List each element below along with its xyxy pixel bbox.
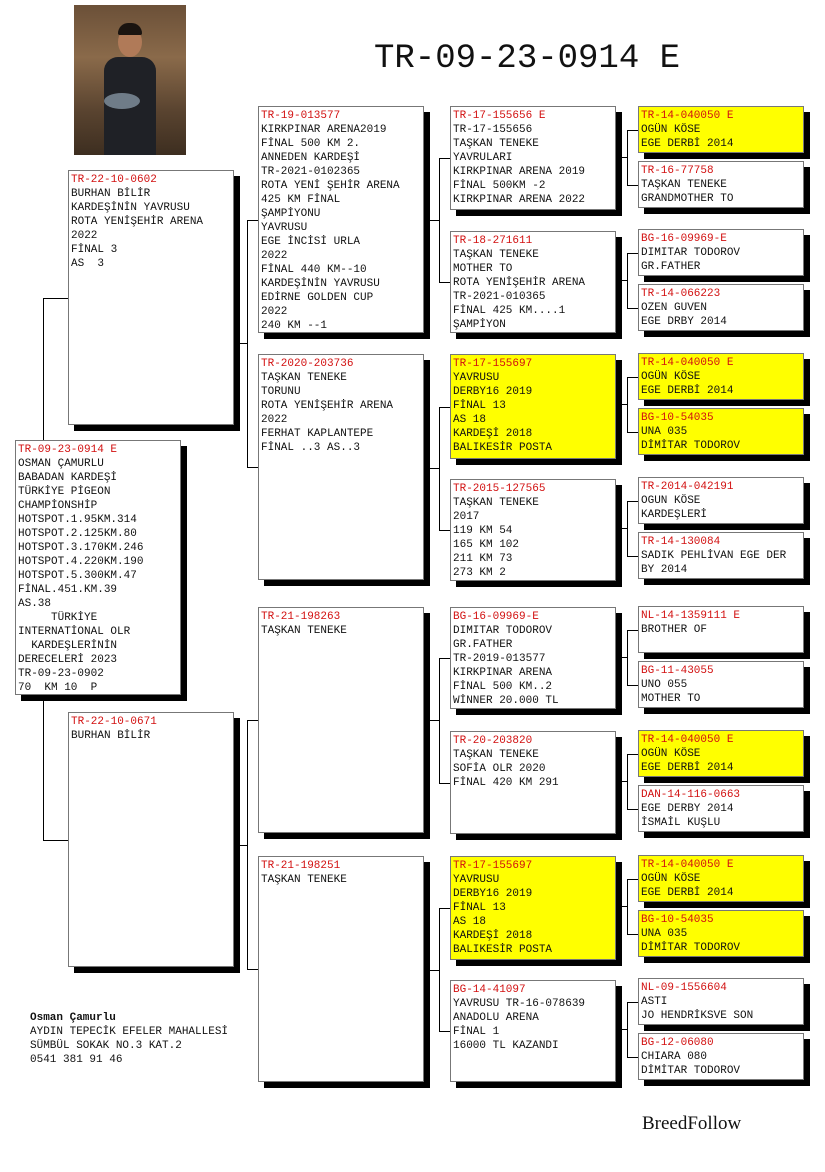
- card-line: TAŞKAN TENEKE: [261, 372, 347, 384]
- connector-line: [439, 530, 450, 531]
- card-line: KIRKPINAR ARENA2019: [261, 124, 387, 136]
- connector-line: [616, 404, 627, 405]
- ring-number: TR-2014-042191: [641, 481, 734, 493]
- connector-line: [616, 657, 627, 658]
- card-line: KIRKPINAR ARENA 2022: [453, 194, 586, 206]
- card-line: TORUNU: [261, 386, 301, 398]
- card-line: TAŞKAN TENEKE: [453, 249, 539, 261]
- card-line: FİNAL 1: [453, 1026, 500, 1038]
- connector-line: [627, 630, 638, 631]
- card-line: OGUN KÖSE: [641, 495, 701, 507]
- connector-line: [627, 432, 638, 433]
- card-line: FİNAL.451.KM.39: [18, 584, 118, 596]
- card-line: DERBY16 2019: [453, 386, 533, 398]
- connector-line: [616, 781, 627, 782]
- card-line: KARDEŞİ 2018: [453, 930, 533, 942]
- card-line: 240 KM --1: [261, 320, 328, 332]
- card-line: KARDEŞİ 2018: [453, 428, 533, 440]
- card-line: KIRKPINAR ARENA 2019: [453, 166, 586, 178]
- ring-number: TR-18-271611: [453, 235, 533, 247]
- ancestor-card-gen4[interactable]: [450, 980, 616, 1082]
- ring-number: TR-2020-203736: [261, 358, 354, 370]
- ancestor-card-gen2[interactable]: [68, 712, 234, 967]
- card-line: WİNNER 20.000 TL: [453, 695, 559, 707]
- card-line: FİNAL 425 KM....1: [453, 305, 566, 317]
- card-line: TAŞKAN TENEKE: [641, 179, 727, 191]
- connector-line: [627, 934, 638, 935]
- card-line: TÜRKİYE PİGEON: [18, 486, 111, 498]
- connector-line: [627, 879, 628, 934]
- card-line: TR-09-23-0902: [18, 668, 104, 680]
- card-line: EGE DERBİ 2014: [641, 385, 734, 397]
- card-line: OGÜN KÖSE: [641, 124, 701, 136]
- card-line: EGE DERBİ 2014: [641, 887, 734, 899]
- card-line: TR-17-155656: [453, 124, 533, 136]
- card-line: KARDEŞİNİN YAVRUSU: [261, 278, 380, 290]
- card-line: 165 KM 102: [453, 539, 520, 551]
- card-line: 2022: [261, 306, 288, 318]
- card-line: TAŞKAN TENEKE: [261, 874, 347, 886]
- ancestor-card-gen5[interactable]: [638, 785, 804, 832]
- card-line: TAŞKAN TENEKE: [453, 138, 539, 150]
- card-line: 119 KM 54: [453, 525, 513, 537]
- card-line: OZEN GUVEN: [641, 302, 708, 314]
- connector-line: [627, 253, 628, 308]
- connector-line: [627, 685, 638, 686]
- card-line: FİNAL 500KM -2: [453, 180, 546, 192]
- card-line: YAVRUSU TR-16-078639: [453, 998, 586, 1010]
- ring-number: TR-14-040050 E: [641, 859, 734, 871]
- ancestor-card-gen5[interactable]: [638, 855, 804, 902]
- card-line: İSMAİL KUŞLU: [641, 817, 721, 829]
- card-line: FİNAL ..3 AS..3: [261, 442, 361, 454]
- connector-line: [627, 308, 638, 309]
- connector-line: [439, 658, 440, 783]
- ring-number: TR-22-10-0602: [71, 174, 157, 186]
- connector-line: [439, 783, 450, 784]
- card-line: KARDEŞİNİN YAVRUSU: [71, 202, 190, 214]
- card-line: HOTSPOT.2.125KM.80: [18, 528, 137, 540]
- card-line: YAVRULARI: [453, 152, 513, 164]
- ancestor-card-gen5[interactable]: [638, 1033, 804, 1080]
- ancestor-card-gen4[interactable]: [450, 354, 616, 459]
- connector-line: [627, 754, 638, 755]
- connector-line: [616, 1029, 627, 1030]
- card-line: DIMITAR TODOROV: [641, 247, 741, 259]
- connector-line: [424, 220, 439, 221]
- card-line: DİMİTAR TODOROV: [641, 440, 741, 452]
- ring-number: TR-21-198263: [261, 611, 341, 623]
- card-line: AS 18: [453, 414, 487, 426]
- connector-line: [247, 969, 258, 970]
- card-line: TR-2019-013577: [453, 653, 546, 665]
- connector-line: [439, 908, 440, 1031]
- connector-line: [234, 845, 247, 846]
- card-line: DİMİTAR TODOROV: [641, 942, 741, 954]
- card-line: ROTA YENİŞEHİR ARENA: [261, 400, 394, 412]
- connector-line: [627, 556, 638, 557]
- owner-phone: 0541 381 91 46: [30, 1054, 123, 1066]
- card-line: BURHAN BİLİR: [71, 730, 151, 742]
- card-line: HOTSPOT.4.220KM.190: [18, 556, 144, 568]
- card-line: ASTI: [641, 996, 668, 1008]
- connector-line: [439, 407, 450, 408]
- card-line: EGE İNCİSİ URLA: [261, 236, 361, 248]
- connector-line: [424, 468, 439, 469]
- card-line: 70 KM 10 P: [18, 682, 98, 694]
- ring-number: TR-2015-127565: [453, 483, 546, 495]
- card-line: KARDEŞLERİNİN: [18, 640, 118, 652]
- card-line: BALIKESİR POSTA: [453, 442, 553, 454]
- ancestor-card-gen3[interactable]: [258, 106, 424, 333]
- card-line: GR.FATHER: [641, 261, 701, 273]
- card-line: EDİRNE GOLDEN CUP: [261, 292, 374, 304]
- ancestor-card-gen5[interactable]: [638, 106, 804, 153]
- card-line: DERBY16 2019: [453, 888, 533, 900]
- card-line: 2022: [71, 230, 98, 242]
- card-line: UNA 035: [641, 928, 688, 940]
- card-line: DİMİTAR TODOROV: [641, 1065, 741, 1077]
- card-line: FİNAL 500 KM 2.: [261, 138, 361, 150]
- connector-line: [627, 185, 638, 186]
- ring-number: BG-12-06080: [641, 1037, 714, 1049]
- ring-number: TR-14-066223: [641, 288, 721, 300]
- connector-line: [439, 158, 450, 159]
- ring-number: BG-14-41097: [453, 984, 526, 996]
- ancestor-card-gen4[interactable]: [450, 731, 616, 834]
- card-line: YAVRUSU: [453, 372, 500, 384]
- connector-line: [247, 467, 258, 468]
- card-line: ROTA YENİŞEHİR ARENA: [71, 216, 204, 228]
- card-line: 211 KM 73: [453, 553, 513, 565]
- pedigree-title: TR-09-23-0914 E: [374, 40, 681, 78]
- ring-number: TR-17-155656 E: [453, 110, 546, 122]
- connector-line: [627, 754, 628, 809]
- card-line: AS.38: [18, 598, 52, 610]
- brand-logo: BreedFollow: [642, 1113, 742, 1134]
- card-line: EGE DERBY 2014: [641, 803, 734, 815]
- card-line: EGE DERBİ 2014: [641, 762, 734, 774]
- ring-number: NL-14-1359111 E: [641, 610, 741, 622]
- owner-address-line1: AYDIN TEPECİK EFELER MAHALLESİ: [30, 1026, 229, 1038]
- ancestor-card-gen5[interactable]: [638, 661, 804, 708]
- connector-line: [627, 501, 638, 502]
- card-line: EGE DERBİ 2014: [641, 138, 734, 150]
- ring-number: TR-19-013577: [261, 110, 341, 122]
- card-line: UNO 055: [641, 679, 688, 691]
- card-line: 273 KM 2: [453, 567, 506, 579]
- ancestor-card-gen5[interactable]: [638, 229, 804, 276]
- connector-line: [627, 809, 638, 810]
- card-line: FİNAL 3: [71, 244, 118, 256]
- card-line: CHAMPİONSHİP: [18, 500, 98, 512]
- card-line: UNA 035: [641, 426, 688, 438]
- card-line: GRANDMOTHER TO: [641, 193, 734, 205]
- ring-number: TR-20-203820: [453, 735, 533, 747]
- connector-line: [616, 157, 627, 158]
- card-line: ROTA YENİŞEHİR ARENA: [453, 277, 586, 289]
- card-line: BY 2014: [641, 564, 688, 576]
- connector-line: [439, 1031, 450, 1032]
- card-line: 2022: [261, 250, 288, 262]
- ancestor-card-gen5[interactable]: [638, 284, 804, 331]
- ring-number: BG-11-43055: [641, 665, 714, 677]
- connector-line: [247, 220, 248, 468]
- connector-line: [247, 720, 258, 721]
- subject-pigeon-card[interactable]: [15, 440, 181, 695]
- card-line: FİNAL 13: [453, 902, 506, 914]
- ring-number: TR-14-040050 E: [641, 734, 734, 746]
- ring-number: TR-22-10-0671: [71, 716, 157, 728]
- card-line: INTERNATİONAL OLR: [18, 626, 131, 638]
- ring-number: DAN-14-116-0663: [641, 789, 741, 801]
- card-line: OSMAN ÇAMURLU: [18, 458, 104, 470]
- connector-line: [616, 280, 627, 281]
- card-line: HOTSPOT.3.170KM.246: [18, 542, 144, 554]
- ancestor-card-gen5[interactable]: [638, 477, 804, 524]
- card-line: OGÜN KÖSE: [641, 371, 701, 383]
- connector-line: [439, 282, 450, 283]
- card-line: TAŞKAN TENEKE: [453, 497, 539, 509]
- card-line: FİNAL 13: [453, 400, 506, 412]
- connector-line: [627, 130, 638, 131]
- ancestor-card-gen2[interactable]: [68, 170, 234, 425]
- connector-line: [627, 1057, 638, 1058]
- card-line: KARDEŞLERİ: [641, 509, 708, 521]
- ancestor-card-gen5[interactable]: [638, 910, 804, 957]
- ring-number: TR-21-198251: [261, 860, 341, 872]
- connector-line: [424, 970, 439, 971]
- card-line: GR.FATHER: [453, 639, 513, 651]
- card-line: BABADAN KARDEŞİ: [18, 472, 118, 484]
- connector-line: [234, 343, 247, 344]
- card-line: TAŞKAN TENEKE: [453, 749, 539, 761]
- card-line: MOTHER TO: [641, 693, 701, 705]
- ancestor-card-gen4[interactable]: [450, 607, 616, 709]
- owner-photo: [74, 5, 186, 155]
- connector-line: [616, 528, 627, 529]
- card-line: BURHAN BİLİR: [71, 188, 151, 200]
- connector-line: [247, 720, 248, 969]
- connector-line: [627, 1002, 638, 1003]
- connector-line: [439, 908, 450, 909]
- ring-number: BG-10-54035: [641, 412, 714, 424]
- card-line: DIMITAR TODOROV: [453, 625, 553, 637]
- card-line: FERHAT KAPLANTEPE: [261, 428, 374, 440]
- connector-line: [627, 253, 638, 254]
- ancestor-card-gen5[interactable]: [638, 730, 804, 777]
- card-line: DERECELERİ 2023: [18, 654, 118, 666]
- ancestor-card-gen4[interactable]: [450, 856, 616, 960]
- ancestor-card-gen5[interactable]: [638, 978, 804, 1025]
- card-line: TAŞKAN TENEKE: [261, 625, 347, 637]
- card-line: KIRKPINAR ARENA: [453, 667, 553, 679]
- card-line: FİNAL 500 KM..2: [453, 681, 553, 693]
- connector-line: [439, 407, 440, 531]
- card-line: FİNAL 440 KM--10: [261, 264, 367, 276]
- ring-number: BG-16-09969-E: [641, 233, 727, 245]
- ring-number: TR-16-77758: [641, 165, 714, 177]
- card-line: ROTA YENİ ŞEHİR ARENA: [261, 180, 400, 192]
- card-line: HOTSPOT.5.300KM.47: [18, 570, 137, 582]
- owner-info: [30, 1011, 228, 1067]
- card-line: 2022: [261, 414, 288, 426]
- card-line: OGÜN KÖSE: [641, 873, 701, 885]
- card-line: 16000 TL KAZANDI: [453, 1040, 559, 1052]
- ancestor-card-gen5[interactable]: [638, 353, 804, 400]
- ring-number: TR-14-040050 E: [641, 110, 734, 122]
- card-line: YAVRUSU: [453, 874, 500, 886]
- connector-line: [627, 377, 638, 378]
- ancestor-card-gen5[interactable]: [638, 606, 804, 653]
- card-line: JO HENDRİKSVE SON: [641, 1010, 754, 1022]
- ring-number: BG-16-09969-E: [453, 611, 539, 623]
- ancestor-card-gen3[interactable]: [258, 607, 424, 833]
- owner-address-line2: SÜMBÜL SOKAK NO.3 KAT.2: [30, 1040, 182, 1052]
- card-line: ŞAMPİYON: [453, 319, 506, 331]
- ancestor-card-gen4[interactable]: [450, 106, 616, 210]
- card-line: BROTHER OF: [641, 624, 708, 636]
- connector-line: [627, 879, 638, 880]
- ring-number: TR-14-130084: [641, 536, 721, 548]
- card-line: AS 3: [71, 258, 105, 270]
- ring-number: TR-09-23-0914 E: [18, 444, 118, 456]
- card-line: OGÜN KÖSE: [641, 748, 701, 760]
- ancestor-card-gen3[interactable]: [258, 354, 424, 580]
- card-line: 2017: [453, 511, 480, 523]
- connector-line: [627, 130, 628, 185]
- card-line: MOTHER TO: [453, 263, 513, 275]
- card-line: TR-2021-0102365: [261, 166, 361, 178]
- card-line: YAVRUSU: [261, 222, 308, 234]
- ancestor-card-gen5[interactable]: [638, 408, 804, 455]
- card-line: TÜRKİYE: [18, 612, 98, 624]
- ring-number: TR-14-040050 E: [641, 357, 734, 369]
- connector-line: [43, 298, 68, 299]
- card-line: ŞAMPİYONU: [261, 208, 321, 220]
- ancestor-card-gen4[interactable]: [450, 231, 616, 333]
- card-line: 425 KM FİNAL: [261, 194, 341, 206]
- card-line: EGE DRBY 2014: [641, 316, 727, 328]
- card-line: FİNAL 420 KM 291: [453, 777, 559, 789]
- connector-line: [627, 377, 628, 432]
- ancestor-card-gen5[interactable]: [638, 161, 804, 208]
- connector-line: [247, 220, 258, 221]
- card-line: HOTSPOT.1.95KM.314: [18, 514, 137, 526]
- card-line: TR-2021-010365: [453, 291, 546, 303]
- card-line: ANADOLU ARENA: [453, 1012, 539, 1024]
- card-line: CHIARA 080: [641, 1051, 708, 1063]
- ring-number: TR-17-155697: [453, 860, 533, 872]
- card-line: SADIK PEHLİVAN EGE DER: [641, 550, 787, 562]
- connector-line: [627, 630, 628, 685]
- ring-number: NL-09-1556604: [641, 982, 727, 994]
- card-line: BALIKESİR POSTA: [453, 944, 553, 956]
- ring-number: BG-10-54035: [641, 914, 714, 926]
- card-line: AS 18: [453, 916, 487, 928]
- ancestor-card-gen4[interactable]: [450, 479, 616, 581]
- connector-line: [627, 501, 628, 556]
- owner-name: Osman Çamurlu: [30, 1012, 116, 1024]
- ring-number: TR-17-155697: [453, 358, 533, 370]
- card-line: SOFİA OLR 2020: [453, 763, 546, 775]
- card-line: ANNEDEN KARDEŞİ: [261, 152, 361, 164]
- ancestor-card-gen3[interactable]: [258, 856, 424, 1082]
- connector-line: [616, 906, 627, 907]
- connector-line: [439, 658, 450, 659]
- connector-line: [424, 720, 439, 721]
- connector-line: [627, 1002, 628, 1057]
- connector-line: [43, 840, 68, 841]
- connector-line: [439, 158, 440, 282]
- ancestor-card-gen5[interactable]: [638, 532, 804, 579]
